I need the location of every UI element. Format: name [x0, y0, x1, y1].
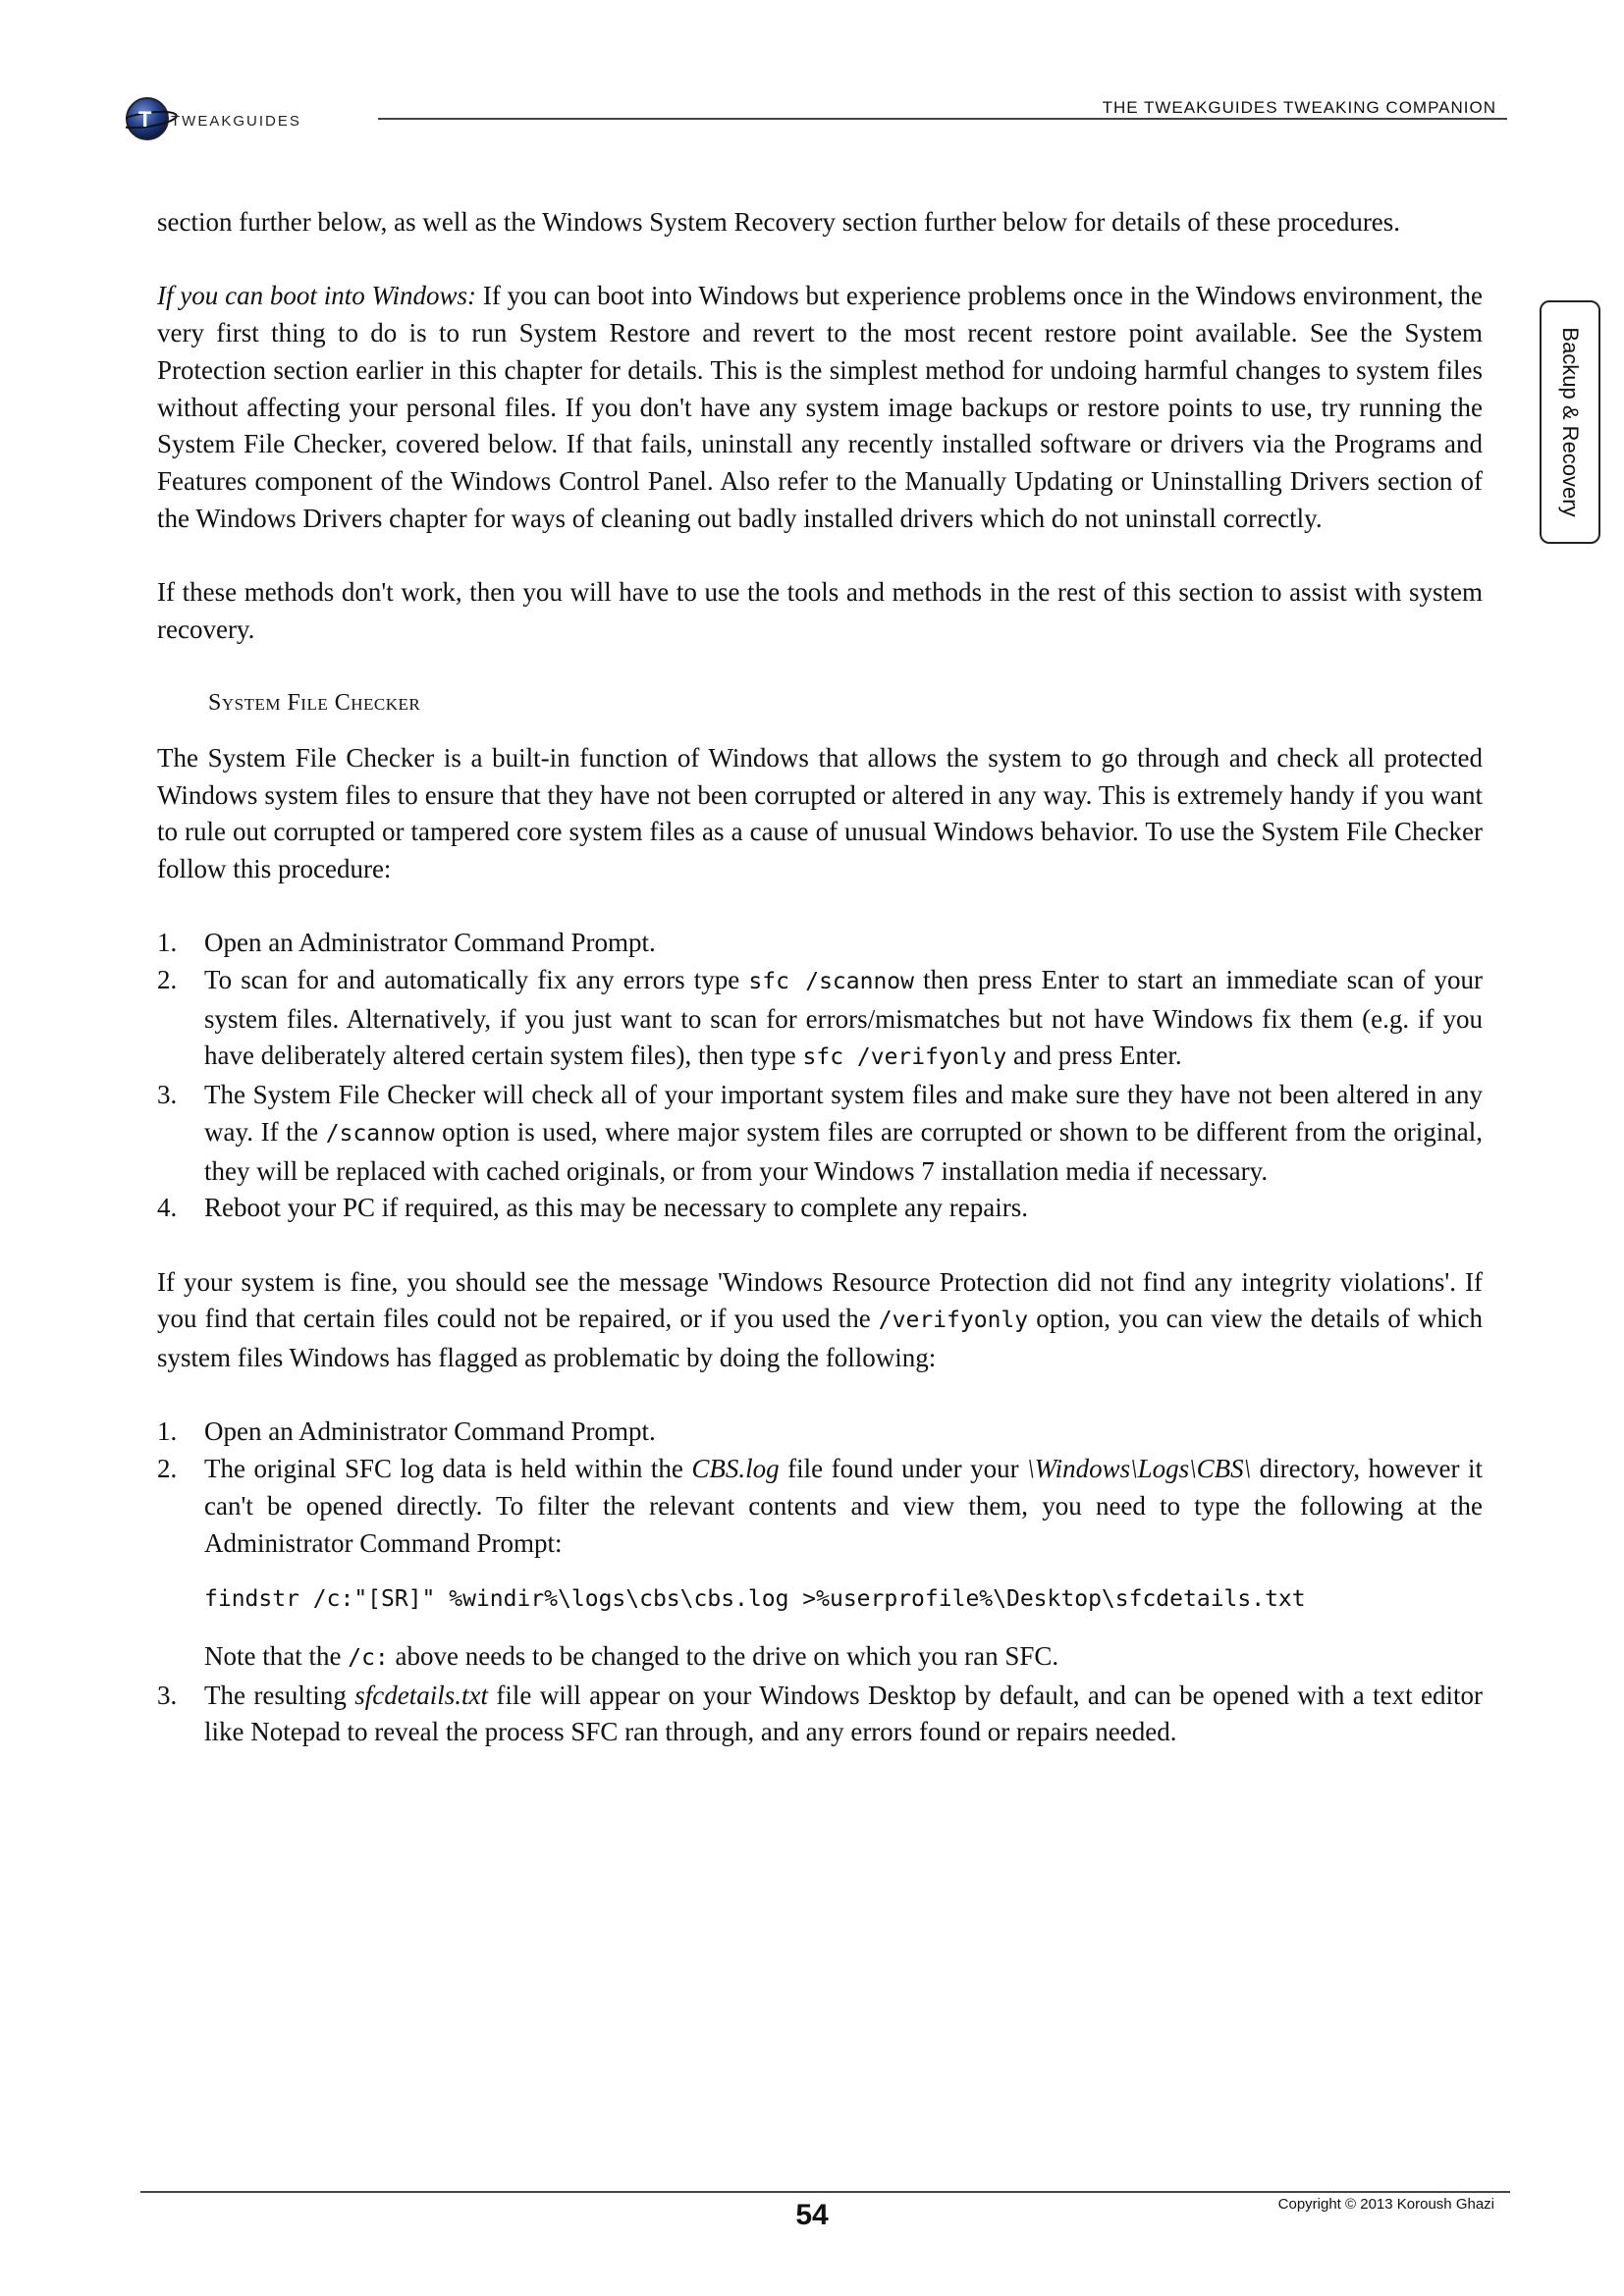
list-item: [157, 1414, 1483, 1451]
list-text: Open an Administrator Command Prompt.: [204, 1416, 656, 1447]
list-text: file will appear on your Windows Desktop by default, and can be opened with a text editor like Notepad to reveal the process SFC ran through, and any errors found or repairs needed.: [204, 1680, 1483, 1747]
inline-code: /c:: [348, 1644, 389, 1671]
list-text: then press Enter to start an immediate scan of your system files. Alternatively, if you just want to scan for errors/mismatches but not have Windows fix them (e.g. if you have deliberately altered certain system files), then type: [204, 965, 1484, 1071]
inline-code: sfc /verifyonly: [802, 1044, 1007, 1071]
list-item: [157, 1190, 1483, 1227]
file-name: sfcdetails.txt: [354, 1680, 488, 1710]
list-text: directory, however it can't be opened directly. To filter the relevant contents and view them, you need to type the following at the Administrator Command Prompt:: [204, 1454, 1484, 1558]
file-path: \Windows\Logs\CBS\: [1027, 1454, 1252, 1484]
procedure-list: [157, 1414, 1483, 1751]
list-number: 1.: [157, 928, 178, 958]
paragraph: The System File Checker is a built-in function of Windows that allows the system to go through and check all protected Windows system files to ensure that they have not been corrupted or altered in any way. This is extremely handy if you want to rule out corrupted or tampered core system files as a cause of unusual Windows behavior. To use the System File Checker follow this procedure:: [157, 742, 1483, 883]
paragraph-text: If you can boot into Windows but experience problems once in the Windows environment, the very first thing to do is to run System Restore and revert to the most recent restore point available. See the System Protection section earlier in this chapter for details. This is the simplest method for undoing harmful changes to system files without affecting your personal files. If you don't have any system image backups or restore points to use, try running the System File Checker, covered below. If that fails, uninstall any recently installed software or drivers via the Programs and Features component of the Windows Control Panel. Also refer to the Manually Updating or Uninstalling Drivers section of the Windows Drivers chapter for ways of cleaning out badly installed drivers which do not uninstall correctly.: [157, 281, 1483, 533]
file-name: CBS.log: [691, 1454, 780, 1484]
list-text: file found under your: [779, 1454, 1028, 1484]
section-heading: System File Checker: [208, 690, 421, 717]
paragraph-text: If your system is fine, you should see the message 'Windows Resource Protection did not find any integrity violations'. If you find that certain files could not be repaired, or if you used the: [157, 1266, 1483, 1334]
tweakguides-logo: [126, 94, 361, 143]
footer-rule: [140, 2191, 1510, 2193]
svg-text:T: T: [138, 107, 152, 132]
list-text: option is used, where major system files are corrupted or shown to be different from the original, they will be replaced with cached originals, or from your Windows 7 installation media if necessary.: [204, 1116, 1483, 1186]
tweakguides-logo-graphic: [126, 94, 361, 143]
page-number: 54: [795, 2199, 829, 2231]
paragraph: [157, 278, 1483, 537]
procedure-list: [157, 925, 1483, 1227]
page-body: [157, 204, 1483, 1789]
header-title: THE TWEAKGUIDES TWEAKING COMPANION: [1102, 98, 1496, 117]
paragraph-text: option, you can view the details of which system files Windows has flagged as problematic by doing the following:: [157, 1304, 1483, 1373]
header-rule: [378, 118, 1507, 120]
command-code: findstr /c:"[SR]" %windir%\logs\cbs\cbs.log >%userprofile%\Desktop\sfcdetails.txt: [204, 1586, 1306, 1613]
list-text: and press Enter.: [1006, 1041, 1182, 1071]
list-text: The original SFC log data is held within the: [204, 1454, 692, 1484]
note: [204, 1638, 1483, 1678]
list-text: The resulting: [204, 1680, 355, 1710]
inline-code: /scannow: [325, 1120, 435, 1147]
chapter-side-tab: [1540, 300, 1600, 544]
copyright-notice: Copyright © 2013 Koroush Ghazi: [1277, 2196, 1494, 2213]
paragraph-lead: If you can boot into Windows:: [157, 281, 477, 311]
inline-code: /verifyonly: [878, 1308, 1029, 1334]
list-text: The System File Checker will check all of your important system files and make sure they have not been altered in any way. If the: [204, 1080, 1483, 1147]
list-number: 4.: [157, 1193, 178, 1223]
list-number: 2.: [157, 965, 178, 994]
list-text: To scan for and automatically fix any errors type: [204, 965, 749, 994]
paragraph: section further below, as well as the Windows System Recovery section further below for details of these procedures.: [157, 207, 1401, 237]
list-item: [157, 1678, 1483, 1751]
list-item: [157, 1451, 1483, 1678]
inline-code: sfc /scannow: [748, 969, 915, 994]
svg-text:TWEAKGUIDES: TWEAKGUIDES: [171, 113, 301, 130]
list-number: 3.: [157, 1680, 178, 1710]
list-number: 2.: [157, 1454, 178, 1484]
paragraph: [157, 1264, 1483, 1377]
chapter-side-tab-label: Backup & Recovery: [1558, 327, 1583, 517]
list-item: [157, 1077, 1483, 1190]
note-text: above needs to be changed to the drive on which you ran SFC.: [388, 1640, 1059, 1671]
note-text: Note that the: [204, 1640, 349, 1671]
list-number: 3.: [157, 1080, 178, 1110]
list-item: [157, 925, 1483, 962]
paragraph: If these methods don't work, then you will have to use the tools and methods in the rest of this section to assist with system recovery.: [157, 577, 1483, 644]
list-text: Open an Administrator Command Prompt.: [204, 928, 656, 958]
list-number: 1.: [157, 1416, 178, 1447]
list-item: [157, 962, 1483, 1077]
list-text: Reboot your PC if required, as this may be necessary to complete any repairs.: [204, 1193, 1029, 1223]
